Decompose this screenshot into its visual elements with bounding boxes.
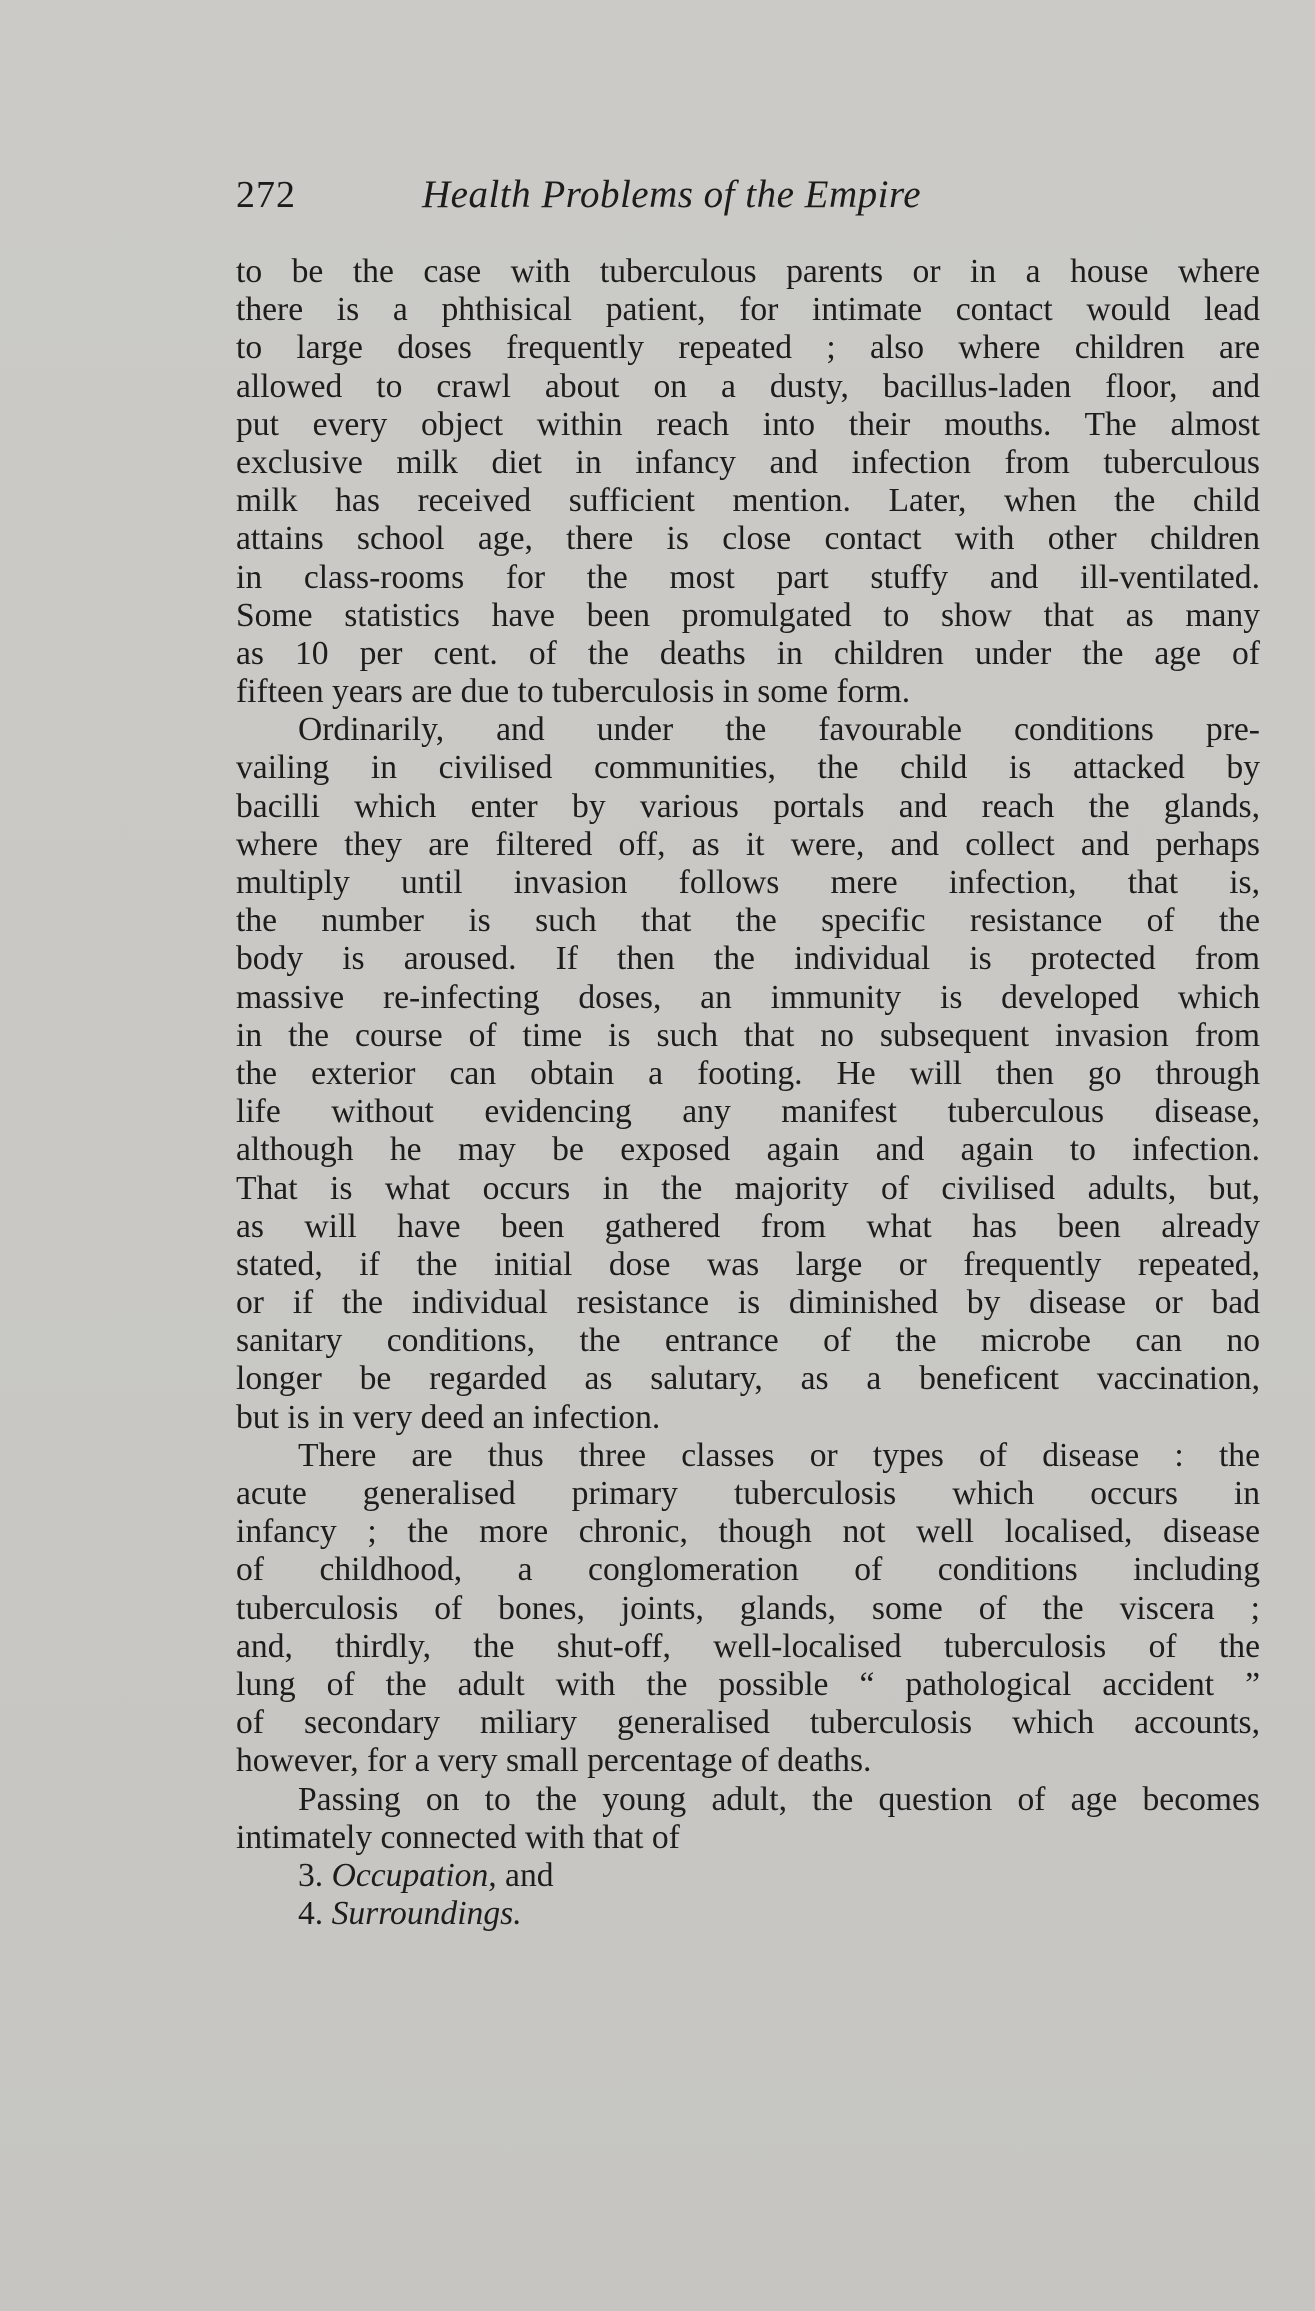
text-line: Ordinarily, and under the favourable conditions pre- [298, 711, 1260, 749]
text-line: tuberculosis of bones, joints, glands, some of the viscera ; [236, 1589, 1260, 1627]
text-line: body is aroused. If then the individual is protected from [236, 940, 1260, 978]
list-suffix: and [496, 1856, 554, 1894]
text-line: of childhood, a conglomeration of conditions including [236, 1551, 1260, 1589]
text-line: stated, if the initial dose was large or frequently repeated, [236, 1245, 1260, 1283]
page-number: 272 [236, 174, 296, 216]
text-line: or if the individual resistance is diminished by disease or bad [236, 1284, 1260, 1322]
text-line: exclusive milk diet in infancy and infection from tuberculous [236, 443, 1260, 481]
running-title: Health Problems of the Empire [422, 173, 922, 216]
text-line: to be the case with tuberculous parents or in a house where [236, 253, 1260, 290]
numbered-list [236, 1857, 1260, 1933]
list-item-occupation [236, 1857, 1260, 1895]
text-line: Passing on to the young adult, the question of age becomes [298, 1780, 1260, 1818]
text-line: fifteen years are due to tuberculosis in some form. [236, 673, 911, 711]
paragraph-three-classes [236, 1437, 1260, 1781]
text-line: put every object within reach into their mouths. The almost [236, 405, 1260, 443]
text-line: multiply until invasion follows mere infection, that is, [236, 864, 1260, 901]
text-line: of secondary miliary generalised tuberculosis which accounts, [236, 1704, 1260, 1742]
paragraph-young-adult [236, 1781, 1260, 1857]
text-line: sanitary conditions, the entrance of the microbe can no [236, 1322, 1260, 1360]
text-line: as 10 per cent. of the deaths in children under the age of [236, 634, 1260, 672]
text-line: bacilli which enter by various portals and reach the glands, [236, 787, 1260, 825]
text-line: where they are filtered off, as it were, and collect and perhaps [236, 825, 1260, 863]
page-header [236, 170, 1076, 220]
list-number: 3. [298, 1856, 324, 1894]
text-line: life without evidencing any manifest tuberculous disease, [236, 1093, 1260, 1131]
text-line: and, thirdly, the shut-off, well-localised tuberculosis of the [236, 1627, 1260, 1665]
text-line: in the course of time is such that no subsequent invasion from [236, 1016, 1260, 1054]
text-line: however, for a very small percentage of deaths. [236, 1742, 872, 1780]
text-line: there is a phthisical patient, for intimate contact would lead [236, 291, 1260, 329]
text-line: the exterior can obtain a footing. He will then go through [236, 1054, 1260, 1092]
text-line: milk has received sufficient mention. Later, when the child [236, 482, 1260, 520]
text-line: vailing in civilised communities, the child is attacked by [236, 749, 1260, 787]
text-line: attains school age, there is close contact with other children [236, 520, 1260, 558]
text-line: There are thus three classes or types of disease : the [298, 1436, 1260, 1474]
text-line: as will have been gathered from what has been already [236, 1207, 1260, 1245]
list-item-surroundings [236, 1895, 1260, 1933]
text-line: to large doses frequently repeated ; also where children are [236, 329, 1260, 367]
text-line: although he may be exposed again and again to infection. [236, 1131, 1260, 1169]
text-line: That is what occurs in the majority of civilised adults, but, [236, 1169, 1260, 1207]
list-term: Occupation, [331, 1856, 497, 1894]
list-number: 4. [298, 1895, 324, 1933]
text-line: massive re-infecting doses, an immunity is developed which [236, 978, 1260, 1016]
text-line: lung of the adult with the possible “ pathological accident ” [236, 1665, 1260, 1703]
text-line: longer be regarded as salutary, as a beneficent vaccination, [236, 1360, 1260, 1398]
body-text [236, 253, 1260, 1933]
list-term: Surroundings. [331, 1895, 522, 1933]
text-line: but is in very deed an infection. [236, 1398, 661, 1436]
text-line: in class-rooms for the most part stuffy and ill-ventilated. [236, 558, 1260, 596]
text-line: Some statistics have been promulgated to show that as many [236, 596, 1260, 634]
text-line: allowed to crawl about on a dusty, bacillus-laden floor, and [236, 367, 1260, 405]
text-line: intimately connected with that of [236, 1818, 680, 1856]
paragraph-continuation [236, 253, 1260, 711]
text-line: the number is such that the specific resistance of the [236, 902, 1260, 940]
paragraph-ordinarily [236, 711, 1260, 1437]
text-line: infancy ; the more chronic, though not well localised, disease [236, 1513, 1260, 1551]
text-line: acute generalised primary tuberculosis which occurs in [236, 1475, 1260, 1512]
